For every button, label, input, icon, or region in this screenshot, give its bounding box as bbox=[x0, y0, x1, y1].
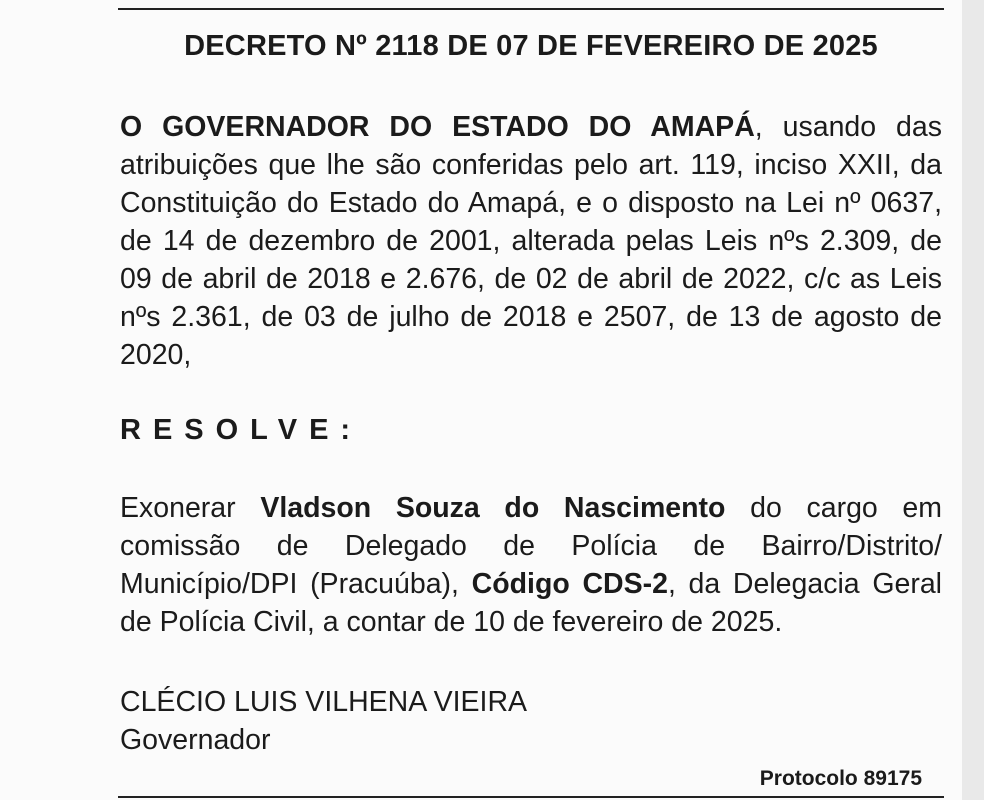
body-text-2: , da Delegacia Geral de Polícia Civil, a contar de 10 de fevereiro de 2025. bbox=[120, 568, 943, 638]
preamble-authority: O GOVERNADOR DO ESTADO DO AMAPÁ bbox=[120, 111, 755, 143]
bottom-divider bbox=[118, 796, 944, 798]
position-code: Código CDS-2 bbox=[471, 568, 668, 600]
preamble-text: , usando das atribuições que lhe são conferidas pelo art. 119, inciso XXII, da Constituição do Estado do Amapá, e o disposto na Lei nº 0637, de 14 de dezembro de 2001, alterada pelas Leis nºs 2.309, de 09 de abril de 2018 e 2.676, de 02 de abril de 2022, c/c as Leis nºs 2.361, de 03 de julho de 2018 e 2507, de 13 de agosto de 2020, bbox=[120, 111, 942, 371]
protocol-number: Protocolo 89175 bbox=[759, 767, 922, 790]
signatory-name: CLÉCIO LUIS VILHENA VIEIRA bbox=[120, 686, 528, 718]
body-text-1: do cargo em comissão de Delegado de Polícia de Bairro/Distrito/ Município/DPI (Pracuúba), bbox=[120, 492, 943, 600]
top-divider bbox=[118, 8, 944, 10]
resolve-heading: RESOLVE: bbox=[120, 414, 363, 446]
body-paragraph bbox=[120, 489, 942, 641]
body-verb: Exonerar bbox=[120, 492, 261, 524]
decree-title: DECRETO Nº 2118 DE 07 DE FEVEREIRO DE 2025 bbox=[184, 30, 878, 62]
signatory-role: Governador bbox=[120, 724, 271, 756]
preamble-paragraph bbox=[120, 108, 942, 374]
person-name: Vladson Souza do Nascimento bbox=[260, 492, 726, 524]
